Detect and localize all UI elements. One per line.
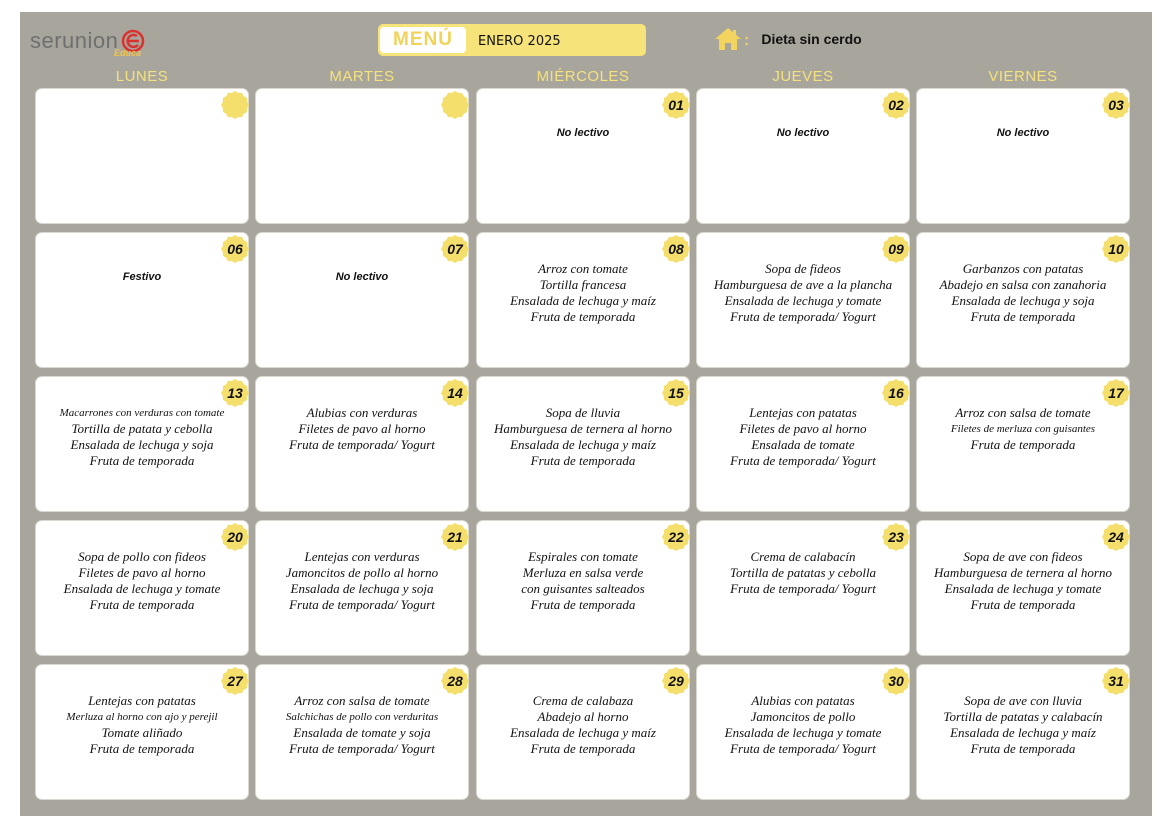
diet-label: Dieta sin cerdo xyxy=(761,31,862,47)
day-cell xyxy=(697,665,909,799)
weekday-header: LUNES xyxy=(115,68,169,85)
dish-item: Jamoncitos de pollo al horno xyxy=(285,565,439,580)
dish-item: Fruta de temporada/ Yogurt xyxy=(730,741,876,756)
dish-item: Fruta de temporada xyxy=(970,597,1076,612)
day-number-badge xyxy=(220,91,250,121)
dish-item: Filetes de pavo al horno xyxy=(78,565,206,580)
dish-item: Macarrones con verduras con tomate xyxy=(59,407,225,419)
day-cell xyxy=(36,665,248,799)
dish-item: Arroz con salsa de tomate xyxy=(955,405,1091,420)
dish-list xyxy=(258,549,466,613)
day-cell xyxy=(697,521,909,655)
dish-item: Lentejas con patatas xyxy=(88,693,196,708)
menu-month: ENERO 2025 xyxy=(478,34,561,49)
dish-item: Sopa de ave con fideos xyxy=(963,549,1083,564)
day-number: 28 xyxy=(447,673,463,689)
dish-item: Ensalada de lechuga y maíz xyxy=(950,725,1096,740)
day-cell xyxy=(256,521,468,655)
logo-subtitle: Educa xyxy=(114,48,142,58)
menu-label: MENÚ xyxy=(380,27,466,53)
day-note: Festivo xyxy=(122,271,162,283)
dish-list xyxy=(479,117,687,139)
dish-item: Fruta de temporada/ Yogurt xyxy=(289,597,435,612)
dish-item: Fruta de temporada xyxy=(530,741,636,756)
day-cell xyxy=(477,377,689,511)
dish-list xyxy=(258,261,466,283)
day-number: 27 xyxy=(227,673,243,689)
day-number: 09 xyxy=(888,241,904,257)
day-number: 08 xyxy=(668,241,684,257)
dish-item: Fruta de temporada xyxy=(530,453,636,468)
day-number: 03 xyxy=(1108,97,1124,113)
dish-item: Ensalada de tomate y soja xyxy=(293,725,431,740)
dish-list xyxy=(699,405,907,469)
dish-item: Jamoncitos de pollo xyxy=(750,709,856,724)
dish-item: Alubias con verduras xyxy=(306,405,418,420)
day-number: 21 xyxy=(447,529,463,545)
dish-item: Garbanzos con patatas xyxy=(962,261,1084,276)
day-number: 01 xyxy=(668,97,684,113)
dish-item: Filetes de merluza con guisantes xyxy=(950,423,1096,435)
dish-item: Abadejo en salsa con zanahoria xyxy=(939,277,1107,292)
dish-item: Ensalada de lechuga y tomate xyxy=(63,581,221,596)
day-cell xyxy=(697,377,909,511)
day-number xyxy=(440,91,470,119)
dish-list xyxy=(479,261,687,325)
day-cell xyxy=(256,377,468,511)
dish-item: Arroz con salsa de tomate xyxy=(294,693,430,708)
dish-list xyxy=(479,549,687,613)
dish-item: Fruta de temporada/ Yogurt xyxy=(730,581,876,596)
dish-item: Fruta de temporada xyxy=(89,597,195,612)
dish-item: Fruta de temporada/ Yogurt xyxy=(289,437,435,452)
day-number: 14 xyxy=(447,385,463,401)
dish-item: Arroz con tomate xyxy=(538,261,628,276)
day-number: 15 xyxy=(668,385,684,401)
dish-list xyxy=(38,693,246,757)
dish-item: Sopa de ave con lluvia xyxy=(964,693,1082,708)
day-number: 29 xyxy=(668,673,684,689)
dish-list xyxy=(38,261,246,283)
menu-sheet xyxy=(20,12,1152,816)
dish-list xyxy=(919,693,1127,757)
dish-item: Tortilla de patata y cebolla xyxy=(71,421,213,436)
dish-item: Tortilla francesa xyxy=(539,277,627,292)
dish-item: Lentejas con verduras xyxy=(304,549,420,564)
dish-item: Ensalada de lechuga y soja xyxy=(951,293,1095,308)
day-number: 22 xyxy=(668,529,684,545)
day-number: 16 xyxy=(888,385,904,401)
dish-item: Merluza en salsa verde xyxy=(522,565,644,580)
dish-item: Fruta de temporada xyxy=(970,309,1076,324)
day-cell xyxy=(477,665,689,799)
weekday-header: JUEVES xyxy=(772,68,834,85)
dish-list xyxy=(258,693,466,757)
day-cell xyxy=(917,377,1129,511)
dish-item: Fruta de temporada xyxy=(530,309,636,324)
dish-item: Hamburguesa de ternera al horno xyxy=(494,421,672,436)
menu-title-box xyxy=(378,24,646,56)
day-number: 13 xyxy=(227,385,243,401)
dish-item: Fruta de temporada xyxy=(89,453,195,468)
dish-item: Sopa de pollo con fideos xyxy=(78,549,206,564)
day-number: 10 xyxy=(1108,241,1124,257)
dish-item: Fruta de temporada xyxy=(970,741,1076,756)
day-cell xyxy=(477,233,689,367)
day-number: 17 xyxy=(1108,385,1124,401)
day-number: 02 xyxy=(888,97,904,113)
dish-list xyxy=(479,693,687,757)
dish-item: Sopa de lluvia xyxy=(545,405,621,420)
day-cell xyxy=(917,89,1129,223)
diet-separator: : xyxy=(744,32,750,49)
dish-item: Fruta de temporada/ Yogurt xyxy=(730,453,876,468)
dish-list xyxy=(919,261,1127,325)
dish-item: Salchichas de pollo con verduritas xyxy=(285,711,439,723)
serunion-logo xyxy=(30,26,146,56)
dish-item: Ensalada de lechuga y tomate xyxy=(724,725,882,740)
day-cell xyxy=(917,233,1129,367)
day-note: No lectivo xyxy=(996,127,1050,139)
dish-item: Ensalada de tomate xyxy=(751,437,855,452)
dish-item: Ensalada de lechuga y maíz xyxy=(510,725,656,740)
dish-item: Filetes de pavo al horno xyxy=(298,421,426,436)
dish-list xyxy=(699,549,907,597)
dish-list xyxy=(479,405,687,469)
dish-item: Ensalada de lechuga y soja xyxy=(290,581,434,596)
day-cell xyxy=(477,89,689,223)
day-number: 23 xyxy=(888,529,904,545)
dish-item: Fruta de temporada xyxy=(89,741,195,756)
day-number: 06 xyxy=(227,241,243,257)
day-number: 20 xyxy=(227,529,243,545)
dish-item: Fruta de temporada xyxy=(530,597,636,612)
diet-area xyxy=(714,25,862,53)
day-cell xyxy=(917,521,1129,655)
weekday-header: VIERNES xyxy=(988,68,1058,85)
dish-item: Ensalada de lechuga y maíz xyxy=(510,293,656,308)
day-cell xyxy=(36,233,248,367)
day-number: 07 xyxy=(447,241,463,257)
dish-item: Fruta de temporada xyxy=(970,437,1076,452)
weekday-header: MIÉRCOLES xyxy=(536,68,630,85)
dish-item: Sopa de fideos xyxy=(765,261,841,276)
dish-item: Tortilla de patatas y cebolla xyxy=(729,565,877,580)
dish-item: Ensalada de lechuga y maíz xyxy=(510,437,656,452)
dish-item: Lentejas con patatas xyxy=(749,405,857,420)
dish-item: Ensalada de lechuga y tomate xyxy=(724,293,882,308)
day-number: 31 xyxy=(1108,673,1124,689)
day-cell xyxy=(36,377,248,511)
dish-list xyxy=(699,261,907,325)
day-number-badge xyxy=(440,91,470,121)
day-cell xyxy=(36,521,248,655)
day-cell xyxy=(697,89,909,223)
day-note: No lectivo xyxy=(776,127,830,139)
day-number: 30 xyxy=(888,673,904,689)
dish-list xyxy=(38,405,246,469)
dish-list xyxy=(919,549,1127,613)
dish-list xyxy=(38,549,246,613)
day-cell xyxy=(256,89,468,223)
day-note: No lectivo xyxy=(556,127,610,139)
dish-item: Crema de calabaza xyxy=(532,693,634,708)
day-note: No lectivo xyxy=(335,271,389,283)
home-icon xyxy=(714,27,742,51)
dish-item: Ensalada de lechuga y tomate xyxy=(944,581,1102,596)
dish-item: Ensalada de lechuga y soja xyxy=(70,437,214,452)
day-cell xyxy=(256,233,468,367)
dish-item: Alubias con patatas xyxy=(751,693,855,708)
day-number xyxy=(220,91,250,119)
weekday-header: MARTES xyxy=(329,68,395,85)
day-cell xyxy=(917,665,1129,799)
dish-item: Tomate aliñado xyxy=(101,725,183,740)
dish-item: Tortilla de patatas y calabacín xyxy=(943,709,1103,724)
logo-text: serunion xyxy=(30,28,119,53)
dish-list xyxy=(699,693,907,757)
dish-item: Merluza al horno con ajo y perejil xyxy=(66,711,218,723)
day-cell xyxy=(36,89,248,223)
day-cell xyxy=(697,233,909,367)
dish-list xyxy=(258,405,466,453)
dish-item: Hamburguesa de ternera al horno xyxy=(934,565,1112,580)
dish-item: Fruta de temporada/ Yogurt xyxy=(289,741,435,756)
day-number: 24 xyxy=(1108,529,1124,545)
dish-item: Espirales con tomate xyxy=(528,549,638,564)
dish-list xyxy=(919,117,1127,139)
dish-item: Abadejo al horno xyxy=(537,709,629,724)
dish-item: con guisantes salteados xyxy=(521,581,645,596)
dish-item: Hamburguesa de ave a la plancha xyxy=(713,277,893,292)
dish-item: Filetes de pavo al horno xyxy=(739,421,867,436)
dish-item: Fruta de temporada/ Yogurt xyxy=(730,309,876,324)
dish-list xyxy=(919,405,1127,453)
dish-item: Crema de calabacín xyxy=(750,549,856,564)
day-cell xyxy=(256,665,468,799)
dish-list xyxy=(699,117,907,139)
day-cell xyxy=(477,521,689,655)
